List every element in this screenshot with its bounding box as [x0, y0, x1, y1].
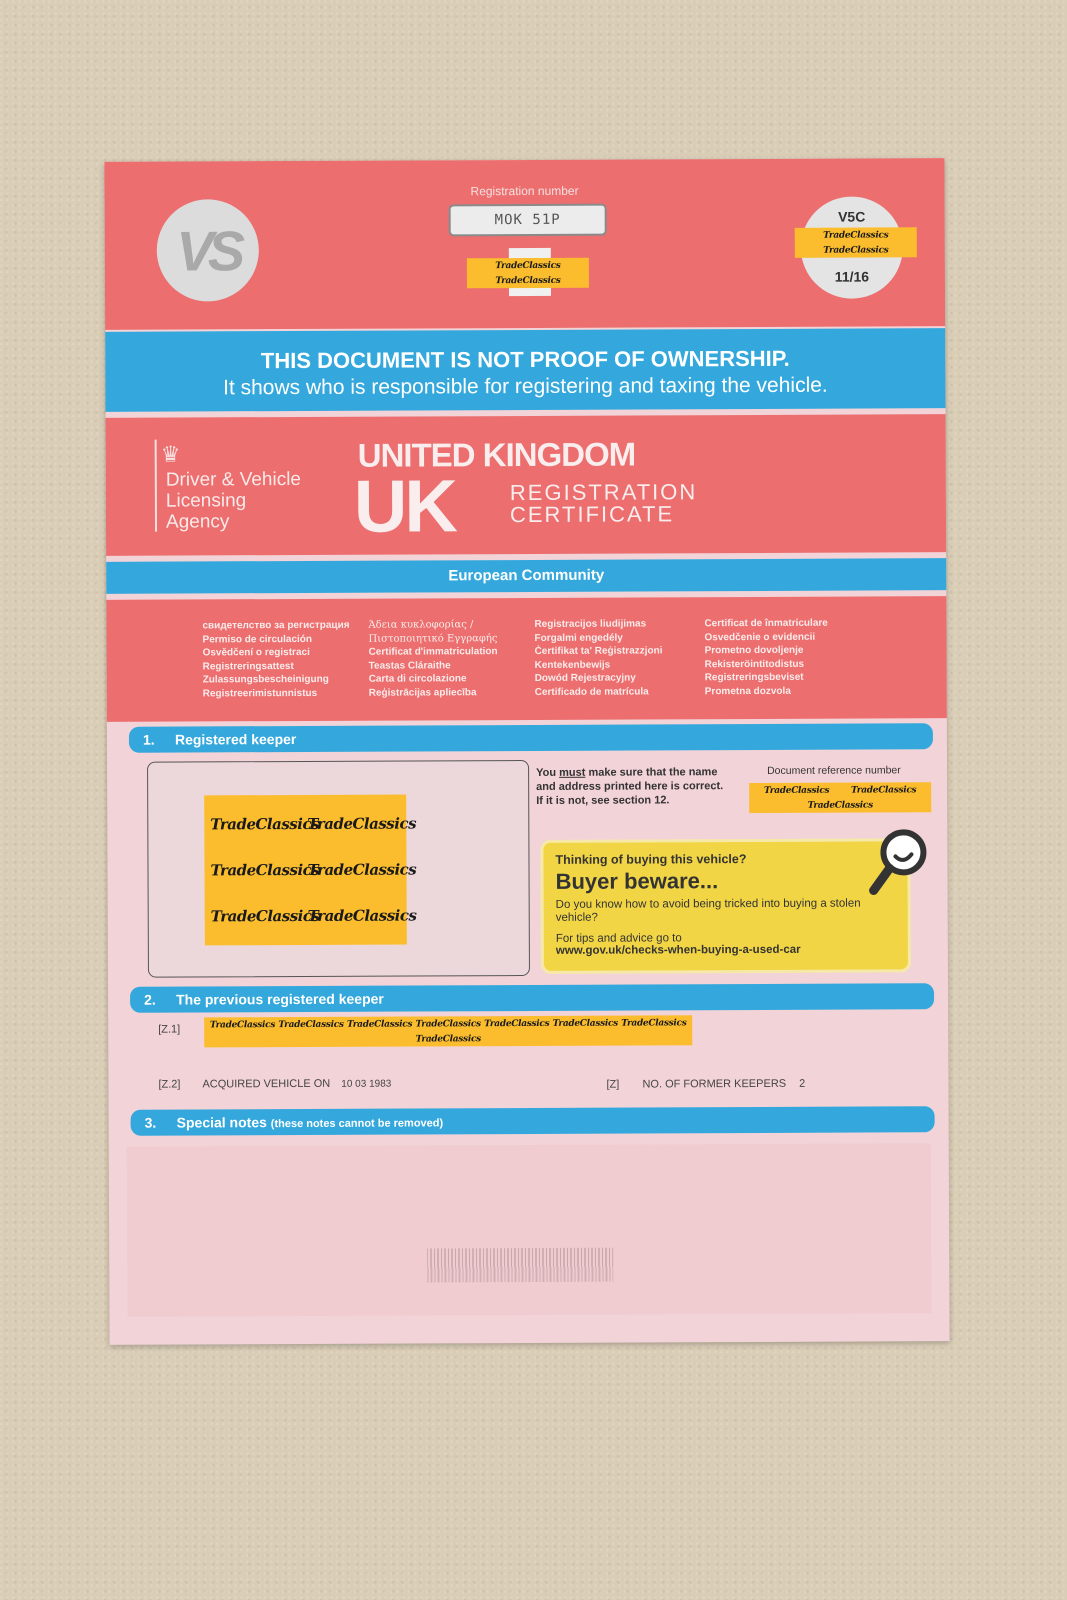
watermark-text: TradeClassics [851, 784, 917, 796]
eu-banner: European Community [106, 558, 946, 594]
agency-line: Driver & Vehicle [165, 468, 302, 491]
language-item: Forgalmi engedély [534, 632, 623, 644]
notice-text: make sure that the name [585, 766, 718, 779]
watermark-text: TradeClassics [307, 860, 417, 879]
former-keepers-field [642, 1078, 805, 1091]
field-code-z: [Z] [606, 1078, 620, 1091]
language-item: Ċertifikat ta' Reġistrazzjoni [534, 645, 663, 657]
watermark-text: TradeClassics [210, 906, 320, 926]
banner-subheading: It shows who is responsible for registering and taxing the vehicle. [223, 373, 828, 400]
watermark-text: TradeClassics [307, 814, 417, 833]
buyer-beware-panel [540, 838, 911, 974]
dvla-name [155, 439, 302, 532]
watermark-overlay [749, 782, 931, 813]
acquired-date: 10 03 1983 [341, 1078, 392, 1090]
certificate-title-line: CERTIFICATE [509, 501, 675, 528]
language-item: Reģistrācijas apliecība [368, 686, 477, 699]
agency-section [106, 414, 947, 556]
language-item: Kentekenbewijs [534, 659, 611, 671]
special-notes-area [127, 1143, 932, 1317]
section-3-header [131, 1106, 935, 1136]
notice-text: If it is not, see section 12. [536, 794, 670, 807]
barcode [427, 1248, 613, 1283]
document-reference-label: Document reference number [767, 764, 901, 777]
language-item: свидетелство за регистрация [202, 619, 350, 632]
notice-text: and address printed here is correct. [536, 780, 724, 793]
watermark-overlay [204, 795, 417, 946]
language-item: Certificado de matrícula [534, 685, 649, 698]
watermark-text: TradeClassics [484, 1018, 550, 1029]
language-item: Registreringsattest [202, 660, 294, 672]
language-item: Registreringsbeviset [704, 671, 804, 684]
acquired-field [202, 1078, 391, 1091]
form-date: 11/16 [834, 268, 870, 285]
language-column [368, 618, 518, 700]
language-item: Osvedčenie o evidencii [704, 631, 816, 643]
field-code-z1: [Z.1] [158, 1023, 181, 1036]
watermark-text: TradeClassics [495, 260, 561, 271]
watermark-text: TradeClassics [807, 799, 873, 811]
country-name: UNITED KINGDOM [357, 435, 636, 474]
royal-crest-icon: ♛ [160, 441, 181, 467]
watermark-text: TradeClassics [823, 229, 889, 241]
agency-line: Agency [165, 511, 230, 533]
section-subtitle: (these notes cannot be removed) [270, 1117, 444, 1131]
watermark-text: TradeClassics [210, 860, 320, 880]
section-number: 3. [144, 1114, 157, 1131]
watermark-overlay [204, 1015, 692, 1047]
language-item: Carta di circolazione [368, 673, 467, 685]
notice-text: You [536, 766, 560, 779]
language-item: Permiso de circulación [202, 633, 313, 645]
agency-line: Licensing [165, 490, 247, 512]
certificate-title [510, 481, 698, 526]
form-code: V5C [838, 208, 866, 225]
watermark-text: TradeClassics [307, 906, 417, 925]
registration-label: Registration number [470, 183, 579, 199]
watermark-text: TradeClassics [764, 785, 830, 796]
former-keepers-count: 2 [799, 1077, 806, 1090]
section-title: Special notes [176, 1114, 267, 1131]
language-column [704, 617, 828, 699]
vs-logo-text: VS [176, 218, 240, 283]
country-code: UK [353, 464, 455, 548]
acquired-label: ACQUIRED VEHICLE ON [202, 1077, 331, 1091]
language-item: Prometno dovoljenje [704, 644, 804, 657]
section-number: 1. [142, 731, 155, 748]
watermark-overlay [795, 227, 917, 258]
language-item: Prometna dozvola [704, 685, 791, 697]
ownership-banner [105, 328, 945, 412]
beware-link[interactable]: www.gov.uk/checks-when-buying-a-used-car [555, 943, 801, 957]
language-item: Dowód Rejestracyjny [534, 672, 636, 684]
address-check-notice [536, 765, 723, 808]
beware-tip: For tips and advice go to [555, 932, 682, 945]
watermark-text: TradeClassics [210, 814, 320, 834]
languages-section [106, 596, 947, 722]
watermark-text: TradeClassics [621, 1017, 687, 1029]
watermark-overlay [467, 258, 589, 289]
watermark-text: TradeClassics [209, 1019, 276, 1030]
v5c-document [104, 158, 949, 1345]
watermark-text: TradeClassics [415, 1033, 481, 1044]
banner-heading: THIS DOCUMENT IS NOT PROOF OF OWNERSHIP. [260, 345, 790, 374]
watermark-text: TradeClassics [495, 275, 561, 286]
registration-number: MOK 51P [449, 204, 607, 237]
watermark-text: TradeClassics [278, 1019, 344, 1030]
language-item: Registreerimistunnistus [202, 687, 318, 699]
former-keepers-label: NO. OF FORMER KEEPERS [642, 1077, 787, 1091]
certificate-title-line: REGISTRATION [509, 479, 698, 506]
watermark-text: TradeClassics [552, 1018, 618, 1029]
language-item: Teastas Cláraithe [368, 659, 451, 672]
section-title: Registered keeper [174, 731, 297, 748]
language-column [534, 617, 662, 699]
watermark-text: TradeClassics [823, 244, 889, 256]
beware-heading: Buyer beware... [555, 868, 719, 894]
field-code-z2: [Z.2] [158, 1078, 181, 1091]
section-title: The previous registered keeper [176, 990, 384, 1008]
section-1-header [129, 723, 933, 753]
watermark-text: TradeClassics [415, 1018, 481, 1029]
section-number: 2. [144, 991, 156, 1008]
language-item: Άδεια κυκλοφορίας / Πιστοποιητικό Εγγραφής [368, 619, 498, 645]
header-section [104, 158, 945, 330]
watermark-text: TradeClassics [346, 1019, 413, 1030]
language-item: Certificat d'immatriculation [368, 646, 498, 658]
notice-emphasis: must [559, 766, 586, 779]
language-item: Rekisteröintitodistus [704, 658, 805, 670]
beware-description: Do you know how to avoid being tricked into buying a stolen vehicle? [555, 897, 861, 924]
language-column [202, 619, 349, 701]
language-item: Osvědčení o registraci [202, 646, 310, 659]
vs-logo [157, 199, 259, 301]
magnifier-icon [867, 828, 927, 900]
beware-question: Thinking of buying this vehicle? [555, 852, 747, 867]
language-item: Registracijos liudijimas [534, 618, 647, 630]
language-item: Certificat de înmatriculare [704, 617, 828, 630]
language-item: Zulassungsbescheinigung [202, 673, 329, 686]
section-2-header [130, 983, 934, 1013]
